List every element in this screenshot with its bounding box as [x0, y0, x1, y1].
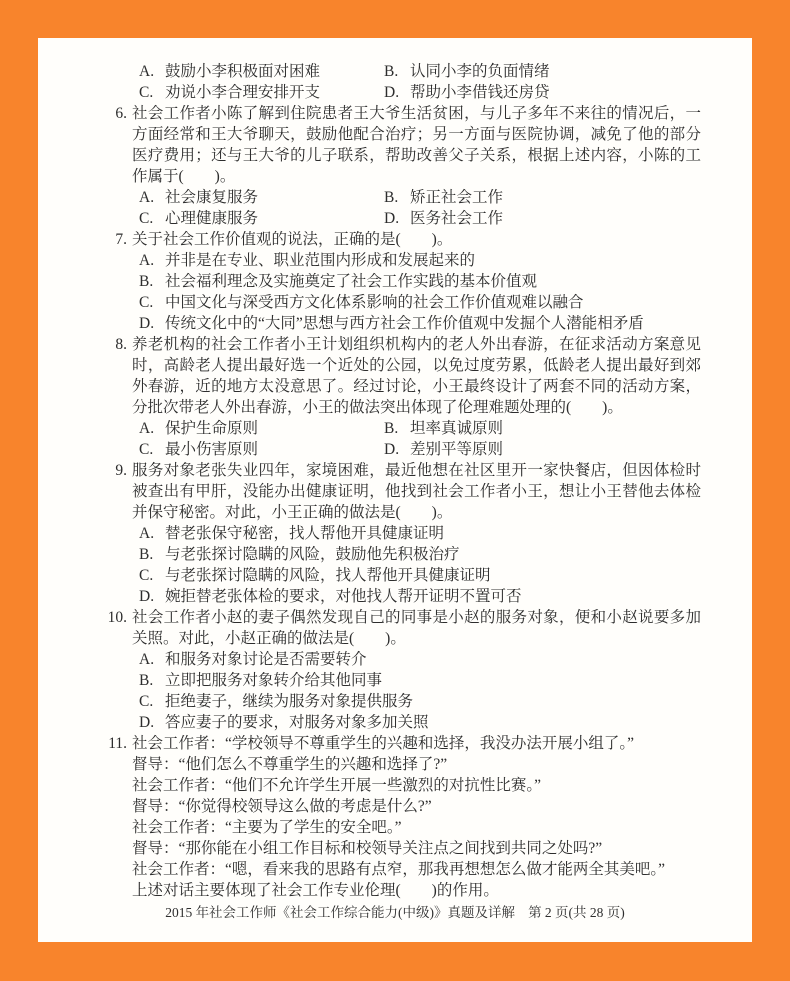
question-number: 10.: [107, 609, 127, 626]
option-item: [132, 565, 701, 586]
option-text: 与老张探讨隐瞒的风险，找人帮他开具健康证明: [165, 567, 491, 584]
dialogue-line: 督导：“他们怎么不尊重学生的兴趣和选择了?”: [132, 756, 448, 773]
page-footer: [38, 904, 752, 922]
question-number: 7.: [115, 231, 127, 248]
option-letter: D.: [384, 84, 400, 101]
option-text: 拒绝妻子，继续为服务对象提供服务: [165, 693, 414, 710]
option-letter: B.: [384, 189, 399, 206]
questions-list: [105, 61, 701, 901]
question-number: 9.: [115, 462, 127, 479]
option-letter: D.: [139, 588, 155, 605]
option-text: 心理健康服务: [165, 210, 259, 227]
option-text: 婉拒替老张体检的要求，对他找人帮开证明不置可否: [165, 588, 522, 605]
option-letter: B.: [139, 546, 154, 563]
footer-page-indicator: 第 2 页(共 28 页): [528, 905, 625, 920]
option-text: 坦率真诚原则: [410, 420, 504, 437]
question-content: [132, 733, 701, 901]
option-item: [377, 418, 701, 439]
dialogue-line: 社会工作者：“嗯，看来我的思路有点窄，那我再想想怎么做才能两全其美吧。”: [132, 861, 666, 878]
options-list: [132, 187, 701, 229]
question-content: [132, 460, 701, 607]
option-letter: B.: [384, 420, 399, 437]
options-list: [132, 250, 701, 334]
option-letter: A.: [139, 525, 155, 542]
option-letter: C.: [139, 441, 154, 458]
option-item: [132, 208, 377, 229]
question-content: [132, 334, 701, 460]
question-text: 关于社会工作价值观的说法，正确的是( )。: [132, 231, 453, 248]
footer-title: 2015 年社会工作师《社会工作综合能力(中级)》真题及详解: [165, 905, 516, 920]
options-list: [132, 418, 701, 460]
option-text: 差别平等原则: [410, 441, 504, 458]
option-item: [132, 712, 701, 733]
question-number: 6.: [115, 105, 127, 122]
question-item: [105, 607, 701, 733]
dialogue-line: 社会工作者：“他们不允许学生开展一些激烈的对抗性比赛。”: [132, 777, 542, 794]
question-content: [132, 607, 701, 733]
option-text: 认同小李的负面情绪: [410, 63, 550, 80]
option-letter: A.: [139, 252, 155, 269]
option-letter: C.: [139, 84, 154, 101]
question-item: [105, 460, 701, 607]
option-text: 立即把服务对象转介给其他同事: [165, 672, 383, 689]
option-text: 矫正社会工作: [410, 189, 504, 206]
option-text: 劝说小李合理安排开支: [165, 84, 321, 101]
exam-page: [38, 38, 752, 942]
option-text: 替老张保守秘密，找人帮他开具健康证明: [165, 525, 445, 542]
option-text: 传统文化中的“大同”思想与西方社会工作价值观中发掘个人潜能相矛盾: [165, 315, 644, 332]
option-item: [132, 292, 701, 313]
option-text: 鼓励小李积极面对困难: [165, 63, 321, 80]
dialogue-line: 上述对话主要体现了社会工作专业伦理( )的作用。: [132, 882, 499, 899]
option-letter: D.: [384, 441, 400, 458]
option-letter: A.: [139, 63, 155, 80]
question-number: [105, 61, 132, 103]
option-text: 并非是在专业、职业范围内形成和发展起来的: [165, 252, 476, 269]
option-item: [377, 82, 701, 103]
option-item: [132, 691, 701, 712]
option-text: 社会康复服务: [165, 189, 259, 206]
option-text: 医务社会工作: [410, 210, 504, 227]
option-item: [377, 439, 701, 460]
option-item: [132, 523, 701, 544]
question-item: [105, 103, 701, 229]
question-item: [105, 61, 701, 103]
question-content: [132, 103, 701, 229]
option-letter: B.: [139, 273, 154, 290]
option-item: [132, 439, 377, 460]
option-letter: C.: [139, 210, 154, 227]
question-item: [105, 229, 701, 334]
option-item: [132, 187, 377, 208]
option-item: [132, 418, 377, 439]
option-letter: A.: [139, 420, 155, 437]
question-text: 养老机构的社会工作者小王计划组织机构内的老人外出春游，在征求活动方案意见时，高龄老人提出最好选一个近处的公园，以免过度劳累，低龄老人提出最好到郊外春游，近的地方太没意思了。经过讨论，小王最终设计了两套不同的活动方案，分批次带老人外出春游，小王的做法突出体现了伦理难题处理的( )。: [132, 336, 701, 416]
options-list: [132, 61, 701, 103]
option-letter: B.: [139, 672, 154, 689]
option-text: 与老张探讨隐瞒的风险，鼓励他先积极治疗: [165, 546, 460, 563]
option-letter: C.: [139, 294, 154, 311]
question-content: [132, 229, 701, 334]
option-text: 答应妻子的要求，对服务对象多加关照: [165, 714, 429, 731]
option-text: 社会福利理念及实施奠定了社会工作实践的基本价值观: [165, 273, 538, 290]
option-item: [132, 61, 377, 82]
question-text: 服务对象老张失业四年，家境困难，最近他想在社区里开一家快餐店，但因体检时被查出有甲肝，没能办出健康证明，他找到社会工作者小王，想让小王替他去体检并保守秘密。对此，小王正确的做法是( )。: [132, 462, 701, 521]
question-text: 社会工作者小赵的妻子偶然发现自己的同事是小赵的服务对象，便和小赵说要多加关照。对此，小赵正确的做法是( )。: [132, 609, 701, 647]
option-item: [132, 82, 377, 103]
option-item: [377, 208, 701, 229]
option-item: [132, 544, 701, 565]
question-content: [132, 61, 701, 103]
option-letter: D.: [139, 315, 155, 332]
question-item: [105, 334, 701, 460]
option-item: [132, 670, 701, 691]
question-number: 8.: [115, 336, 127, 353]
option-text: 最小伤害原则: [165, 441, 259, 458]
option-item: [132, 586, 701, 607]
option-text: 中国文化与深受西方文化体系影响的社会工作价值观难以融合: [165, 294, 584, 311]
option-letter: A.: [139, 189, 155, 206]
dialogue-line: 社会工作者：“学校领导不尊重学生的兴趣和选择，我没办法开展小组了。”: [132, 735, 635, 752]
option-item: [132, 313, 701, 334]
dialogue-line: 督导：“你觉得校领导这么做的考虑是什么?”: [132, 798, 432, 815]
dialogue-line: 社会工作者：“主要为了学生的安全吧。”: [132, 819, 402, 836]
option-letter: A.: [139, 651, 155, 668]
question-number: 11.: [108, 735, 127, 752]
option-item: [377, 61, 701, 82]
options-list: [132, 649, 701, 733]
option-item: [132, 271, 701, 292]
option-letter: C.: [139, 567, 154, 584]
question-item: [105, 733, 701, 901]
option-item: [377, 187, 701, 208]
question-text: 社会工作者小陈了解到住院患者王大爷生活贫困，与儿子多年不来往的情况后，一方面经常和王大爷聊天，鼓励他配合治疗；另一方面与医院协调，减免了他的部分医疗费用；还与王大爷的儿子联系，帮助改善父子关系，根据上述内容，小陈的工作属于( )。: [132, 105, 701, 185]
option-item: [132, 250, 701, 271]
option-item: [132, 649, 701, 670]
option-letter: D.: [139, 714, 155, 731]
option-letter: B.: [384, 63, 399, 80]
dialogue-line: 督导：“那你能在小组工作目标和校领导关注点之间找到共同之处吗?”: [132, 840, 603, 857]
option-letter: D.: [384, 210, 400, 227]
options-list: [132, 523, 701, 607]
option-letter: C.: [139, 693, 154, 710]
option-text: 帮助小李借钱还房贷: [410, 84, 550, 101]
option-text: 和服务对象讨论是否需要转介: [165, 651, 367, 668]
option-text: 保护生命原则: [165, 420, 259, 437]
